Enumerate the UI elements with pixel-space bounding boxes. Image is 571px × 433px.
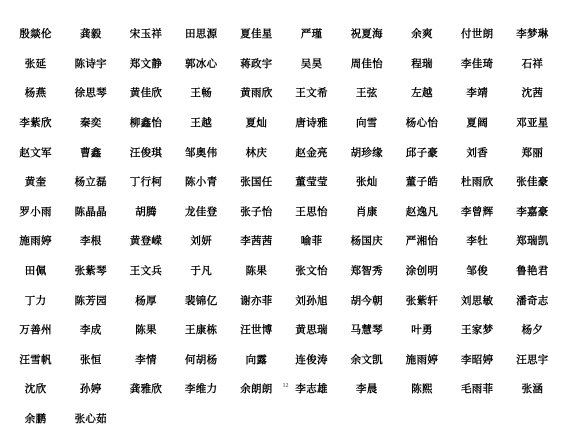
- name-cell: 邓亚星: [516, 117, 549, 130]
- name-cell: 施雨婷: [19, 235, 52, 248]
- name-cell: 李曾辉: [460, 205, 494, 218]
- name-cell: 叶勇: [411, 324, 433, 337]
- name-cell: 陈熙: [411, 383, 433, 396]
- name-cell: 左越: [411, 87, 433, 100]
- name-cell: 胡腾: [135, 205, 157, 218]
- name-cell: 付世朗: [460, 28, 494, 41]
- name-cell: 杨国庆: [350, 235, 383, 248]
- name-cell: 秦奕: [79, 117, 102, 130]
- name-cell: 谢亦菲: [240, 294, 273, 307]
- names-grid: [8, 19, 560, 433]
- name-cell: 龚雅欣: [129, 383, 163, 396]
- name-cell: 刘思敏: [460, 294, 494, 307]
- name-cell: 杨心怡: [405, 117, 439, 130]
- name-cell: 陈芳园: [74, 294, 107, 307]
- name-cell: 董莹莹: [295, 176, 328, 189]
- name-cell: 罗小雨: [19, 205, 52, 218]
- name-cell: 王文兵: [129, 265, 163, 278]
- name-cell: 陈晶晶: [74, 205, 107, 218]
- name-cell: 龚毅: [79, 28, 102, 41]
- name-cell: 万善州: [19, 324, 52, 337]
- name-cell: 张紫琴: [74, 265, 107, 278]
- name-cell: 周佳怡: [350, 57, 383, 70]
- name-cell: 杨燕: [24, 87, 47, 100]
- name-cell: 柳鑫怡: [129, 117, 163, 130]
- name-cell: 张文怡: [295, 265, 328, 278]
- name-cell: 王思怡: [295, 205, 328, 218]
- name-cell: 夏阔: [466, 117, 488, 130]
- name-cell: 李志雄: [295, 383, 328, 396]
- name-cell: 李靖: [466, 87, 488, 100]
- name-cell: 严瑾: [300, 28, 323, 41]
- name-cell: 毛雨菲: [460, 383, 494, 396]
- name-cell: 陈小青: [184, 176, 218, 189]
- name-cell: 郑瑞凯: [516, 235, 549, 248]
- name-cell: 汪世博: [240, 324, 273, 337]
- name-cell: 赵金亮: [295, 146, 328, 159]
- name-cell: 潘奇志: [516, 294, 549, 307]
- name-cell: 赵文军: [19, 146, 52, 159]
- name-cell: 严湘怡: [405, 235, 439, 248]
- name-cell: 李梦琳: [516, 28, 549, 41]
- name-cell: 施雨婷: [405, 353, 439, 366]
- name-cell: 丁行柯: [129, 176, 163, 189]
- name-cell: 刘妍: [190, 235, 212, 248]
- name-cell: 王越: [190, 117, 212, 130]
- name-cell: 余爽: [411, 28, 433, 41]
- name-cell: 夏灿: [245, 117, 268, 130]
- name-cell: 夏佳星: [240, 28, 273, 41]
- name-cell: 蒋政宇: [240, 57, 273, 70]
- name-cell: 王家梦: [460, 324, 494, 337]
- name-cell: 胡珍缘: [350, 146, 383, 159]
- name-cell: 张恒: [79, 353, 102, 366]
- name-cell: 张佳豪: [516, 176, 549, 189]
- name-cell: 宋玉祥: [129, 28, 163, 41]
- name-cell: 郑丽: [521, 146, 544, 159]
- name-cell: 汪雪帆: [19, 353, 52, 366]
- name-cell: 汪俊琪: [129, 146, 163, 159]
- name-cell: 胡今朝: [350, 294, 383, 307]
- name-cell: 张延: [24, 57, 47, 70]
- name-cell: 沈欣: [24, 383, 47, 396]
- name-cell: 曹鑫: [79, 146, 102, 159]
- name-cell: 田思源: [184, 28, 218, 41]
- name-cell: 杨厚: [135, 294, 157, 307]
- name-cell: 杨夕: [521, 324, 544, 337]
- name-cell: 马慧琴: [350, 324, 383, 337]
- name-cell: 石祥: [521, 57, 544, 70]
- name-cell: 于凡: [190, 265, 212, 278]
- name-cell: 张紫轩: [405, 294, 439, 307]
- name-cell: 李根: [79, 235, 102, 248]
- name-cell: 黄思瑞: [295, 324, 328, 337]
- name-cell: 李情: [135, 353, 157, 366]
- name-cell: 李嘉豪: [516, 205, 549, 218]
- name-cell: 余文凯: [350, 353, 383, 366]
- name-cell: 肖康: [355, 205, 378, 218]
- name-cell: 郭冰心: [184, 57, 218, 70]
- name-cell: 李牡: [466, 235, 488, 248]
- name-cell: 郑文静: [129, 57, 163, 70]
- name-cell: 李茜茜: [240, 235, 273, 248]
- name-cell: 王文希: [295, 87, 328, 100]
- name-cell: 黄奎: [24, 176, 47, 189]
- name-cell: 沈茜: [521, 87, 544, 100]
- name-cell: 黄雨欣: [240, 87, 273, 100]
- name-cell: 张心茹: [74, 413, 107, 426]
- name-cell: 黄佳欣: [129, 87, 163, 100]
- name-cell: 吴昊: [300, 57, 323, 70]
- name-cell: 张涵: [521, 383, 544, 396]
- name-cell: 王畅: [190, 87, 212, 100]
- name-cell: 唐诗雅: [295, 117, 328, 130]
- name-cell: 余朗朗: [240, 383, 273, 396]
- name-cell: 孙婷: [79, 383, 102, 396]
- name-cell: 张灿: [355, 176, 378, 189]
- name-cell: 喻菲: [300, 235, 323, 248]
- name-cell: 陈果: [245, 265, 268, 278]
- name-cell: 王康栋: [184, 324, 218, 337]
- name-cell: 汪思宇: [516, 353, 549, 366]
- name-cell: 李成: [79, 324, 102, 337]
- name-cell: 杜雨欣: [460, 176, 494, 189]
- name-cell: 刘孙旭: [295, 294, 328, 307]
- name-cell: 董子皓: [405, 176, 439, 189]
- name-cell: 李紫欣: [19, 117, 52, 130]
- name-cell: 龙佳登: [184, 205, 218, 218]
- name-cell: 张子怡: [240, 205, 273, 218]
- name-cell: 何胡杨: [184, 353, 218, 366]
- name-cell: 李维力: [184, 383, 218, 396]
- name-cell: 祝夏海: [350, 28, 383, 41]
- name-cell: 黄登嵘: [129, 235, 163, 248]
- name-cell: 余鹏: [24, 413, 47, 426]
- name-cell: 张国任: [240, 176, 273, 189]
- name-cell: 涂创明: [405, 265, 439, 278]
- name-cell: 徐思琴: [74, 87, 107, 100]
- name-cell: 向雪: [355, 117, 378, 130]
- name-cell: 田佩: [24, 265, 47, 278]
- name-cell: 郑智秀: [350, 265, 383, 278]
- name-cell: 李佳琦: [460, 57, 494, 70]
- name-cell: 鲁艳君: [516, 265, 549, 278]
- name-cell: 裴锦亿: [184, 294, 218, 307]
- name-cell: 赵逸凡: [405, 205, 439, 218]
- name-cell: 王弦: [355, 87, 378, 100]
- name-cell: 邹俊: [466, 265, 488, 278]
- name-cell: 李晨: [355, 383, 378, 396]
- name-cell: 刘香: [466, 146, 488, 159]
- name-cell: 向露: [245, 353, 268, 366]
- name-cell: 邹奥伟: [184, 146, 218, 159]
- name-cell: 陈果: [135, 324, 157, 337]
- name-cell: 林庆: [245, 146, 268, 159]
- name-cell: 邱子豪: [405, 146, 439, 159]
- name-cell: 程瑞: [411, 57, 433, 70]
- name-cell: 陈诗宇: [74, 57, 107, 70]
- name-cell: 杨立磊: [74, 176, 107, 189]
- page-number: 12: [282, 383, 289, 389]
- name-cell: 连俊涛: [295, 353, 328, 366]
- name-cell: 丁力: [24, 294, 47, 307]
- name-cell: 殷燚伦: [19, 28, 52, 41]
- name-cell: 李昭婷: [460, 353, 494, 366]
